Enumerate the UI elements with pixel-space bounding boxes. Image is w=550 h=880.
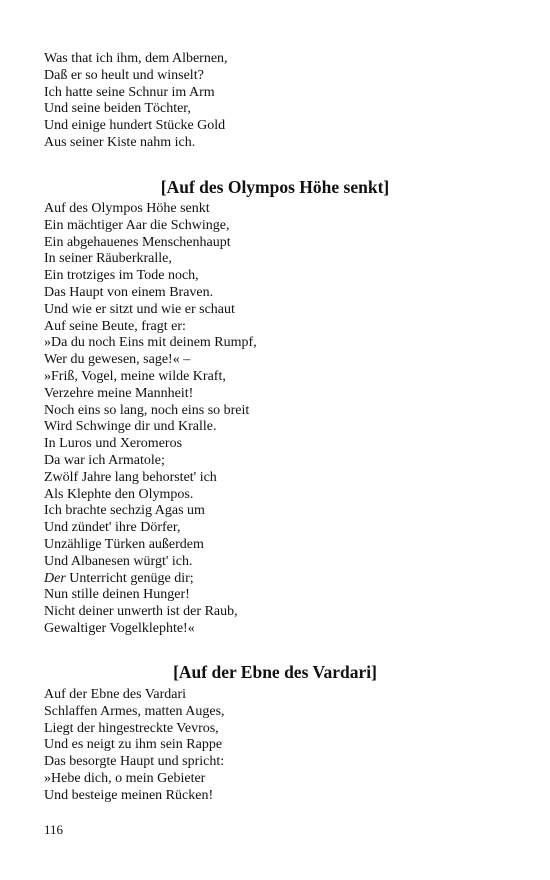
verse-line: Ich brachte sechzig Agas um — [44, 503, 205, 519]
verse-line: Und zündet' ihre Dörfer, — [44, 520, 181, 536]
verse-line: Ich hatte seine Schnur im Arm — [44, 84, 215, 100]
verse-line: Und es neigt zu ihm sein Rappe — [44, 737, 223, 753]
poem-vardari — [44, 687, 514, 805]
verse-line: »Da du noch Eins mit deinem Rumpf, — [44, 335, 257, 351]
poem-title-vardari: [Auf der Ebne des Vardari] — [173, 662, 377, 682]
verse-line-rest: Unterricht genüge dir; — [65, 570, 194, 586]
verse-line: Und besteige meinen Rücken! — [44, 787, 214, 803]
poem-title-olympos: [Auf des Olympos Höhe senkt] — [160, 177, 390, 197]
verse-line: Das besorgte Haupt und spricht: — [44, 754, 225, 770]
verse-line: Als Klephte den Olympos. — [44, 486, 194, 502]
verse-line: Schlaffen Armes, matten Auges, — [44, 703, 225, 719]
verse-line-emphasis — [44, 571, 514, 588]
verse-line: Daß er so heult und winselt? — [44, 67, 204, 83]
verse-line: Was that ich ihm, dem Albernen, — [44, 51, 228, 66]
verse-line: In Luros und Xeromeros — [44, 436, 183, 452]
verse-line: Auf seine Beute, fragt er: — [44, 318, 186, 334]
verse-line: Wer du gewesen, sage!« – — [44, 352, 191, 368]
verse-line: Ein mächtiger Aar die Schwinge, — [44, 217, 230, 233]
stanza-continuation — [44, 51, 514, 152]
verse-line: »Friß, Vogel, meine wilde Kraft, — [44, 368, 226, 384]
verse-line: Zwölf Jahre lang behorstet' ich — [44, 469, 217, 485]
verse-line: Verzehre meine Mannheit! — [44, 385, 194, 401]
verse-line: Und einige hundert Stücke Gold — [44, 118, 226, 134]
verse-line: Auf der Ebne des Vardari — [44, 687, 187, 702]
verse-line: Und wie er sitzt und wie er schaut — [44, 301, 235, 317]
verse-line: Unzählige Türken außerdem — [44, 536, 204, 552]
verse-line: In seiner Räuberkralle, — [44, 251, 172, 267]
verse-line: Ein abgehauenes Menschenhaupt — [44, 234, 231, 250]
verse-line: Nun stille deinen Hunger! — [44, 587, 190, 603]
verse-line: Gewaltiger Vogelklephte!« — [44, 620, 195, 636]
verse-line: Aus seiner Kiste nahm ich. — [44, 134, 196, 150]
verse-line: Liegt der hingestreckte Vevros, — [44, 720, 219, 736]
verse-line: Ein trotziges im Tode noch, — [44, 268, 199, 284]
page-number: 116 — [44, 822, 64, 837]
verse-line: Auf des Olympos Höhe senkt — [44, 201, 210, 216]
verse-line: Und Albanesen würgt' ich. — [44, 553, 193, 569]
verse-line: Da war ich Armatole; — [44, 452, 165, 468]
verse-line: Das Haupt von einem Braven. — [44, 284, 214, 300]
verse-line: Nicht deiner unwerth ist der Raub, — [44, 604, 238, 620]
verse-line: »Hebe dich, o mein Gebieter — [44, 770, 206, 786]
emphasized-word: Der — [44, 570, 66, 586]
verse-line: Wird Schwinge dir und Kralle. — [44, 419, 217, 435]
verse-line: Noch eins so lang, noch eins so breit — [44, 402, 250, 418]
verse-line: Und seine beiden Töchter, — [44, 101, 191, 117]
poem-olympos — [44, 201, 514, 638]
